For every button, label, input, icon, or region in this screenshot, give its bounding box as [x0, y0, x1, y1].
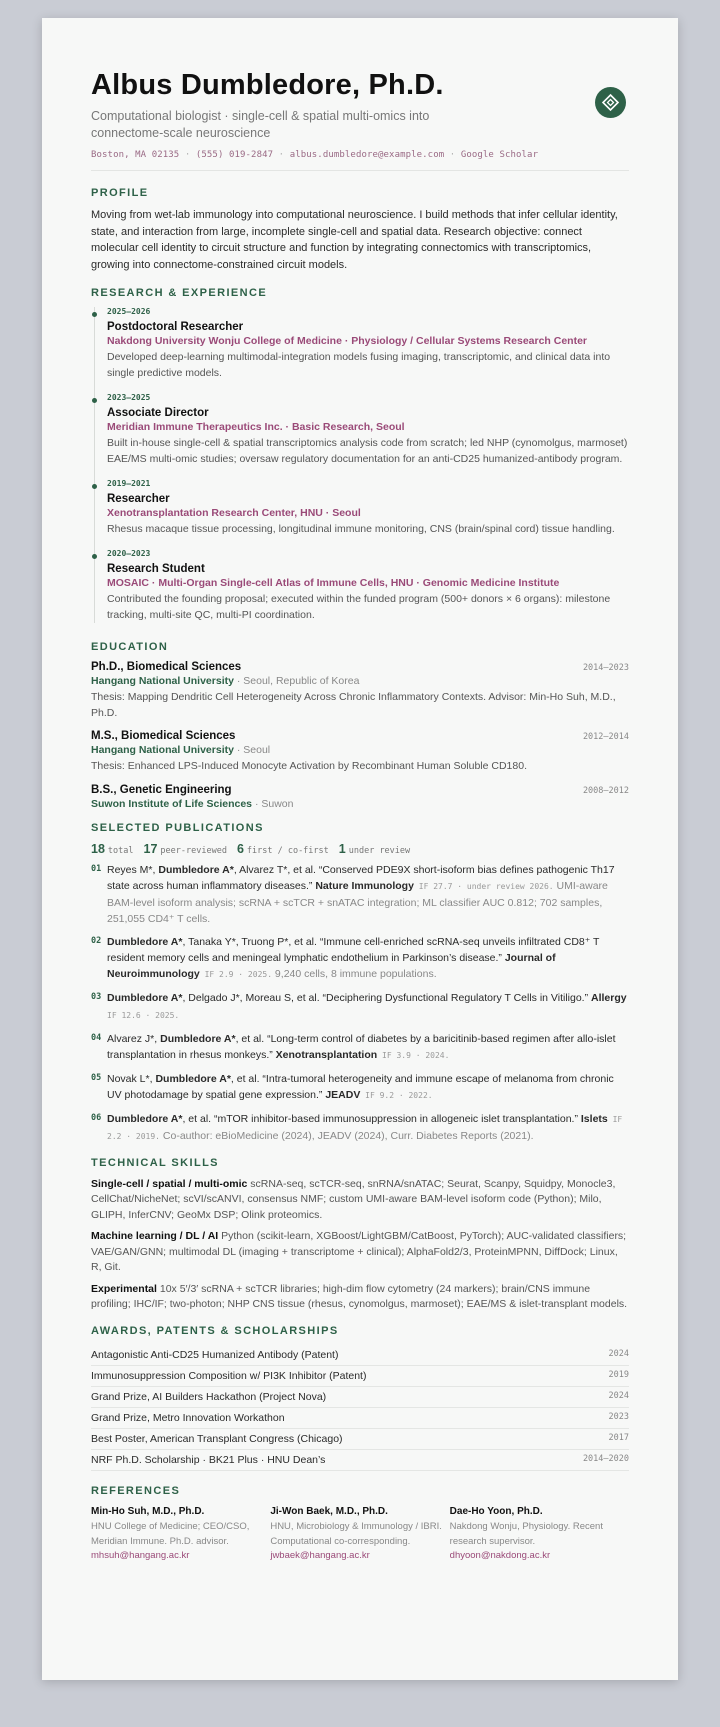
timeline-dot — [92, 484, 97, 489]
skill-group — [91, 1177, 629, 1224]
reference-description: HNU, Microbiology & Immunology / IBRI. Computational co-corresponding. — [270, 1521, 442, 1547]
education-header — [91, 784, 629, 796]
experience-role: Research Student — [107, 563, 205, 575]
publication-meta: IF 27.7 · under review 2026. — [413, 881, 554, 891]
award-row — [91, 1408, 629, 1429]
education-header — [91, 730, 629, 742]
publication-citation — [107, 1071, 629, 1104]
education-school: Hangang National University — [91, 744, 234, 756]
experience-organization: MOSAIC · Multi-Organ Single-cell Atlas of Immune Cells, HNU · Genomic Medicine Institute — [107, 577, 560, 589]
publication-number: 01 — [91, 863, 102, 874]
publication-self-author: Dumbledore A* — [160, 1032, 236, 1045]
publication-title: , Tanaka Y*, Truong P*, et al. “Immune cell-enriched scRNA-seq unveils infiltrated CD8⁺ T resident memory cells and meningeal lymphatic endothelium in Parkinson’s disease.” — [107, 935, 600, 964]
award-year: 2023 — [608, 1411, 629, 1422]
publication-number: 05 — [91, 1072, 102, 1083]
award-row — [91, 1450, 629, 1471]
contact-line: Boston, MA 02135 · (555) 019-2847 · albus.dumbledore@example.com · Google Scholar — [91, 150, 539, 160]
publication-number: 06 — [91, 1112, 102, 1123]
publications-heading: SELECTED PUBLICATIONS — [91, 821, 264, 834]
contact-phone: (555) 019-2847 — [195, 150, 274, 160]
publication-meta: IF 9.2 · 2022. — [360, 1090, 433, 1100]
award-row — [91, 1387, 629, 1408]
education-school-line — [91, 744, 629, 756]
experience-date: 2019–2021 — [107, 479, 151, 488]
publication-meta: IF 2.9 · 2025. — [199, 969, 273, 979]
experience-description: Rhesus macaque tissue processing, longitudinal immune monitoring, CNS (brain/spinal cord) tissue handling. — [107, 523, 615, 535]
stat-label: peer-reviewed — [160, 845, 227, 856]
awards-heading: AWARDS, PATENTS & SCHOLARSHIPS — [91, 1324, 339, 1337]
contact-address: Boston, MA 02135 — [91, 150, 180, 160]
award-row — [91, 1366, 629, 1387]
publication-stat — [91, 841, 134, 856]
skill-group — [91, 1229, 629, 1276]
education-degree: B.S., Genetic Engineering — [91, 783, 232, 796]
skill-text: scRNA-seq, scTCR-seq, snRNA/snATAC; Seurat, Scanpy, Squidpy, Monocle3, CellChat/NicheNet; scVI/scANVI, consensus NMF; custom UMI-aware BAM-level isoform code (Python); Milo, GLIPH, InferCNV; GeoMx DSP; Olink proteomics. — [91, 1177, 616, 1221]
award-year: 2017 — [608, 1432, 629, 1443]
skill-text: Python (scikit-learn, XGBoost/LightGBM/CatBoost, PyTorch); AUC-validated classifiers; VAE/GAN/GNN; multimodal DL (imaging + transcriptome + clinical); AlphaFold2/3, ProteinMPNN, DiffDock; Linux, R, Git. — [91, 1230, 627, 1273]
award-year: 2024 — [608, 1390, 629, 1401]
references-heading: REFERENCES — [91, 1484, 181, 1497]
publication-self-author: Dumbledore A* — [155, 1072, 231, 1085]
candidate-name: Albus Dumbledore, Ph.D. — [91, 69, 444, 101]
reference-email[interactable]: mhsuh@hangang.ac.kr — [91, 1550, 190, 1561]
publication-meta: IF 2.2 · 2019. — [107, 1114, 623, 1141]
education-heading: EDUCATION — [91, 641, 169, 653]
education-degree: M.S., Biomedical Sciences — [91, 730, 236, 742]
stat-label: total — [107, 845, 134, 856]
publication-journal: Xenotransplantation — [275, 1048, 378, 1061]
publication-self-author: Dumbledore A* — [107, 935, 183, 948]
experience-date: 2023–2025 — [107, 393, 151, 402]
publication-meta: IF 12.6 · 2025. — [107, 1010, 180, 1020]
reference-description: HNU College of Medicine; CEO/CSO, Meridian Immune. Ph.D. advisor. — [91, 1521, 250, 1547]
education-list — [91, 661, 629, 810]
skill-text: 10x 5′/3′ scRNA + scTCR libraries; high-dim flow cytometry (24 markers); brain/CNS immune profiling; IHC/IF; two-photon; NHP CNS tissue (rhesus, cynomolgus, marmoset); EAE/MS & islet-transplant models. — [91, 1282, 628, 1310]
publication-authors-before: Novak L*, — [107, 1072, 156, 1085]
skills-heading: TECHNICAL SKILLS — [91, 1156, 219, 1169]
education-entry — [91, 784, 629, 810]
publication-number: 02 — [91, 935, 102, 946]
stat-value: 18 — [91, 841, 105, 856]
award-title: Immunosuppression Composition w/ PI3K Inhibitor (Patent) — [91, 1369, 367, 1382]
education-location: · Seoul, Republic of Korea — [233, 675, 360, 687]
publication-journal: Islets — [580, 1112, 608, 1125]
reference-email[interactable]: jwbaek@hangang.ac.kr — [270, 1550, 370, 1561]
education-header — [91, 661, 629, 673]
experience-entry — [107, 393, 629, 467]
publication-citation — [107, 862, 629, 927]
education-entry — [91, 730, 629, 775]
publication-authors-before: Alvarez J*, — [107, 1032, 161, 1045]
experience-role: Researcher — [107, 493, 170, 505]
publication-self-author: Dumbledore A* — [158, 863, 234, 876]
skills-list — [91, 1177, 629, 1313]
publication-journal: Nature Immunology — [315, 879, 414, 892]
education-entry — [91, 661, 629, 721]
stat-label: first / co-first — [246, 845, 329, 856]
experience-date: 2020–2023 — [107, 549, 151, 558]
publication-note: Co-author: eBioMedicine (2024), JEADV (2024), Curr. Diabetes Reports (2021). — [159, 1129, 534, 1142]
education-thesis: Thesis: Enhanced LPS-Induced Monocyte Activation by Recombinant Human Soluble CD180. — [91, 760, 527, 772]
publication-citation — [107, 1111, 629, 1145]
reference-email[interactable]: dhyoon@nakdong.ac.kr — [449, 1550, 551, 1561]
experience-entry — [107, 549, 629, 623]
award-row — [91, 1345, 629, 1366]
publication-list — [91, 862, 629, 1145]
skill-label: Experimental — [91, 1282, 157, 1295]
award-title: Antagonistic Anti-CD25 Humanized Antibody (Patent) — [91, 1348, 339, 1361]
award-title: NRF Ph.D. Scholarship · BK21 Plus · HNU Dean’s — [91, 1453, 326, 1466]
publication-journal: JEADV — [325, 1088, 361, 1101]
experience-date: 2025–2026 — [107, 307, 151, 316]
timeline-dot — [92, 398, 97, 403]
education-degree: Ph.D., Biomedical Sciences — [91, 661, 242, 673]
awards-list — [91, 1345, 629, 1471]
education-thesis: Thesis: Mapping Dendritic Cell Heterogeneity Across Chronic Inflammatory Contexts. Advisor: Min-Ho Suh, M.D., Ph.D. — [91, 691, 616, 719]
award-title: Grand Prize, AI Builders Hackathon (Project Nova) — [91, 1390, 327, 1403]
publication-self-author: Dumbledore A* — [107, 991, 183, 1004]
publication-title: , Alvarez T*, et al. “Conserved PDE9X short-isoform bias defines pathogenic Th17 state across human inflammatory diseases.” — [107, 863, 615, 892]
publication-item — [91, 934, 629, 983]
skill-label: Single-cell / spatial / multi-omic — [91, 1177, 248, 1190]
education-location: · Seoul — [233, 744, 271, 756]
skill-group — [91, 1282, 629, 1313]
experience-entry — [107, 479, 629, 537]
reference-card — [91, 1505, 270, 1564]
reference-name: Dae-Ho Yoon, Ph.D. — [449, 1505, 543, 1517]
publication-title: , et al. “Intra-tumoral heterogeneity and immune escape of melanoma from chronic UV photodamage by spatial gene expression.” — [107, 1072, 614, 1101]
publication-journal: Journal of Neuroimmunology — [107, 951, 556, 980]
publication-item — [91, 1031, 629, 1064]
timeline-dot — [92, 554, 97, 559]
publication-title: , et al. “mTOR inhibitor-based immunosuppression in allogeneic islet transplantation.” — [182, 1112, 581, 1125]
header-divider — [91, 170, 629, 171]
award-title: Best Poster, American Transplant Congress (Chicago) — [91, 1432, 343, 1445]
google-scholar-link[interactable]: Google Scholar — [460, 150, 539, 160]
references-list — [91, 1505, 629, 1564]
reference-name: Min-Ho Suh, M.D., Ph.D. — [91, 1505, 205, 1517]
publication-self-author: Dumbledore A* — [107, 1112, 183, 1125]
education-school: Suwon Institute of Life Sciences — [91, 797, 253, 810]
profile-text: Moving from wet-lab immunology into computational neuroscience. I build methods that infer cellular identity, state, and interaction from large, incomplete single-cell and spatial data. Research objective: connect molecular cell identity to circuit structure and function by integrating connectomics with transcriptomics, growing into connectome-constrained circuit models. — [91, 209, 618, 271]
reference-card — [450, 1505, 629, 1564]
publication-item — [91, 1111, 629, 1145]
experience-description: Built in-house single-cell & spatial transcriptomics analysis code from scratch; led NHP (cynomolgus, marmoset) EAE/MS multi-omic studies; oversaw regulatory documentation for an anti-CD25 humanized-antibody program. — [107, 437, 628, 465]
award-row — [91, 1429, 629, 1450]
reference-card — [270, 1505, 449, 1564]
experience-description: Developed deep-learning multimodal-integration models fusing imaging, transcriptomic, and clinical data into single predictive models. — [107, 351, 611, 379]
experience-description: Contributed the founding proposal; executed within the funded program (500+ donors × 6 organs): milestone tracking, multi-site QC, multi-PI coordination. — [107, 593, 611, 621]
publication-stats — [91, 842, 629, 856]
experience-organization: Nakdong University Wonju College of Medicine · Physiology / Cellular Systems Research Center — [107, 335, 588, 347]
publication-item — [91, 862, 629, 927]
experience-role: Associate Director — [107, 407, 209, 419]
reference-description: Nakdong Wonju, Physiology. Recent research supervisor. — [449, 1521, 603, 1547]
publication-title: , Delgado J*, Moreau S, et al. “Deciphering Dysfunctional Regulatory T Cells in Vitiligo.” — [182, 991, 591, 1004]
publication-stat — [143, 841, 227, 856]
publication-title: , et al. “Long-term control of diabetes by a baricitinib-based regimen after allo-islet transplantation in rhesus monkeys.” — [107, 1032, 616, 1061]
education-school-line — [91, 798, 629, 810]
publication-note: UMI-aware BAM-level isoform analysis; scRNA + scTCR + snATAC integration; ML classifier AUC 0.812; 702 samples, 251,055 CD4⁺ T cells. — [107, 879, 608, 925]
publication-citation — [107, 934, 629, 983]
resume-header — [91, 68, 629, 160]
stat-label: under review — [348, 845, 411, 856]
tagline: Computational biologist · single-cell & spatial multi-omics into connectome-scale neuroscience — [91, 109, 430, 140]
experience-entry — [107, 307, 629, 381]
education-dates: 2014–2023 — [582, 663, 629, 673]
experience-heading: RESEARCH & EXPERIENCE — [91, 287, 268, 299]
stat-value: 1 — [338, 841, 346, 856]
publication-journal: Allergy — [591, 991, 627, 1004]
diamond-icon — [595, 87, 626, 118]
education-dates: 2012–2014 — [582, 732, 629, 742]
publication-item — [91, 1071, 629, 1104]
profile-heading: PROFILE — [91, 187, 149, 199]
contact-email[interactable]: albus.dumbledore@example.com — [289, 150, 445, 160]
timeline-dot — [92, 312, 97, 317]
education-dates: 2008–2012 — [582, 785, 629, 796]
publication-stat — [338, 841, 411, 856]
education-school: Hangang National University — [91, 675, 234, 687]
publication-meta: IF 3.9 · 2024. — [377, 1050, 450, 1060]
award-year: 2024 — [608, 1348, 629, 1359]
publication-stat — [236, 841, 329, 856]
skill-label: Machine learning / DL / AI — [91, 1230, 219, 1242]
publication-item — [91, 990, 629, 1024]
education-location: · Suwon — [252, 797, 294, 810]
publication-citation — [107, 1031, 629, 1064]
award-year: 2019 — [608, 1369, 629, 1380]
publication-number: 03 — [91, 991, 102, 1002]
publication-citation — [107, 990, 629, 1024]
publication-authors-before: Reyes M*, — [107, 863, 159, 876]
award-year: 2014–2020 — [582, 1453, 629, 1464]
publication-number: 04 — [91, 1032, 102, 1043]
reference-name: Ji-Won Baek, M.D., Ph.D. — [270, 1505, 388, 1517]
experience-organization: Meridian Immune Therapeutics Inc. · Basic Research, Seoul — [107, 421, 405, 433]
experience-organization: Xenotransplantation Research Center, HNU · Seoul — [107, 507, 361, 519]
award-title: Grand Prize, Metro Innovation Workathon — [91, 1411, 285, 1424]
education-school-line — [91, 675, 629, 687]
stat-value: 6 — [236, 841, 244, 856]
resume-page — [42, 18, 678, 1680]
publication-note: 9,240 cells, 8 immune populations. — [272, 967, 437, 980]
stat-value: 17 — [143, 841, 158, 856]
experience-timeline — [94, 307, 629, 623]
experience-role: Postdoctoral Researcher — [107, 321, 244, 333]
